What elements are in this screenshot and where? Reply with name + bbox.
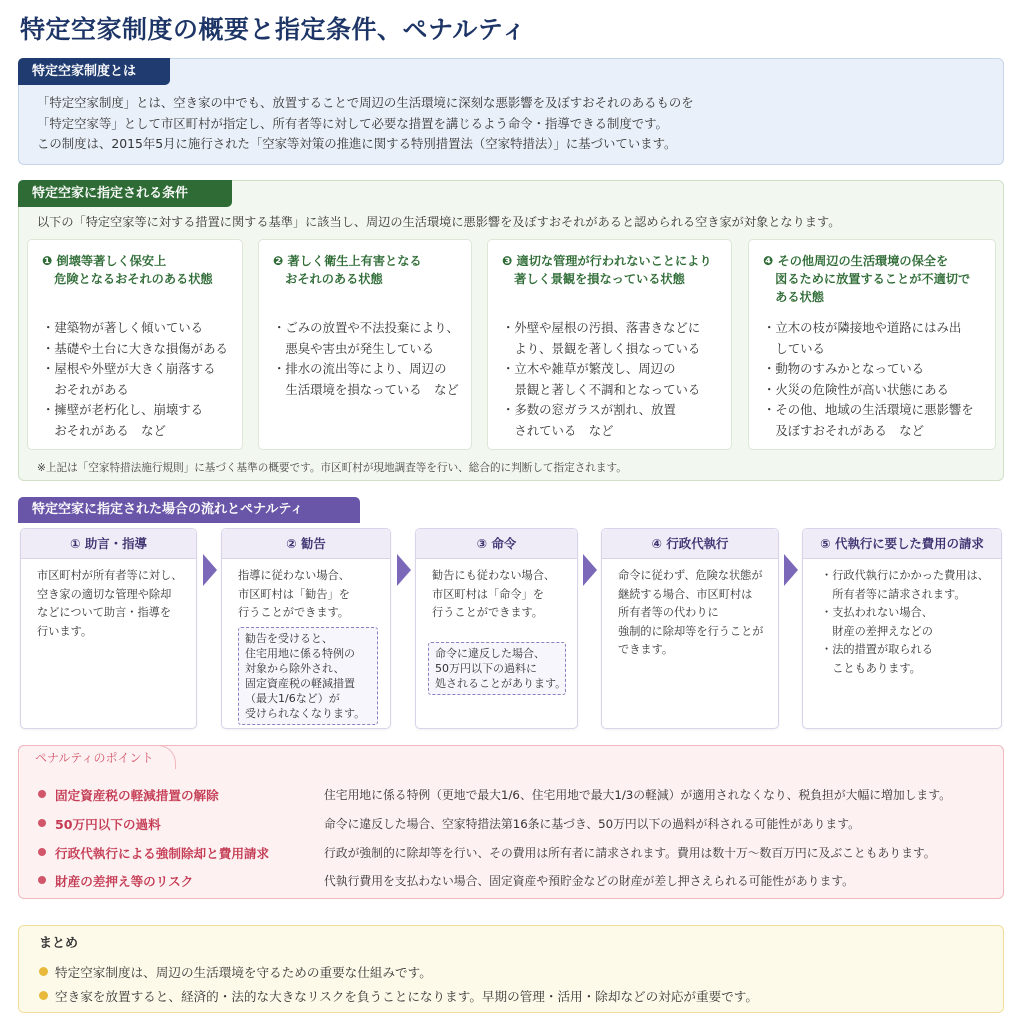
flow-line: 指導に従わない場合、 xyxy=(238,569,350,582)
summary-title: まとめ xyxy=(39,936,79,951)
condition-item: ・外壁や屋根の汚損、落書きなどに xyxy=(502,320,701,335)
condition-item: ・排水の流出等により、周辺の xyxy=(273,361,447,376)
condition-item: ・その他、地域の生活環境に悪影響を xyxy=(763,402,974,417)
condition-title-line: ある状態 xyxy=(763,290,824,304)
note-line: 勧告を受けると、 xyxy=(245,632,333,645)
condition-item: ・立木や雑草が繁茂し、周辺の xyxy=(502,361,676,376)
condition-item: 生活環境を損なっている など xyxy=(273,381,459,397)
flow-step-body xyxy=(21,559,196,641)
penalty-label: 財産の差押え等のリスク xyxy=(55,874,194,889)
condition-card-4 xyxy=(748,239,996,450)
bullet-icon xyxy=(39,967,48,976)
flow-arrow-icon xyxy=(397,554,411,586)
condition-title-line: ❸ 適切な管理が行われないことにより xyxy=(502,254,712,268)
bullet-icon xyxy=(38,848,46,856)
condition-item: ・建築物が著しく傾いている xyxy=(42,320,204,335)
bullet-icon xyxy=(38,819,46,827)
condition-list xyxy=(273,318,463,400)
flow-line: 行うことができます。 xyxy=(432,606,543,619)
condition-card-3 xyxy=(487,239,732,450)
conditions-note: ※上記は「空家特措法施行規則」に基づく基準の概要です。市区町村が現地調査等を行い、総合的に判断して指定されます。 xyxy=(37,462,627,474)
condition-item: 及ぼすおそれがある など xyxy=(763,422,925,438)
note-line: 処されることがあります。 xyxy=(435,677,567,690)
flow-step-body xyxy=(416,559,577,623)
flow-step-head: ② 勧告 xyxy=(222,529,390,559)
condition-title-line: ❶ 倒壊等著しく保安上 xyxy=(42,254,167,268)
condition-item: おそれがある xyxy=(42,381,129,397)
condition-card-1 xyxy=(27,239,243,450)
condition-item: ・火災の危険性が高い状態にある xyxy=(763,381,949,397)
note-line: 住宅用地に係る特例の xyxy=(245,647,355,660)
overview-body xyxy=(37,93,991,155)
flow-line: 行います。 xyxy=(37,624,93,638)
flow-step-body xyxy=(222,559,390,623)
condition-item: ・屋根や外壁が大きく崩落する xyxy=(42,361,216,376)
condition-item: している xyxy=(763,340,825,356)
flow-line: ・支払われない場合、 xyxy=(821,606,933,619)
recommendation-note-box xyxy=(238,627,378,725)
flow-tab: 特定空家に指定された場合の流れとペナルティ xyxy=(18,497,360,523)
note-line: （最大1/6など）が xyxy=(245,692,340,705)
summary-item xyxy=(37,984,997,1006)
condition-title-line: 危険となるおそれのある状態 xyxy=(42,272,213,286)
condition-title xyxy=(502,252,721,288)
flow-line: 行うことができます。 xyxy=(238,606,349,619)
penalty-label: 行政代執行による強制除却と費用請求 xyxy=(55,846,270,861)
bullet-icon xyxy=(38,790,46,798)
flow-arrow-icon xyxy=(583,554,597,586)
flow-step-3 xyxy=(415,528,578,729)
flow-step-5 xyxy=(802,528,1002,729)
overview-line: 「特定空家等」として市区町村が指定し、所有者等に対して必要な措置を講じるよう命令・指導できる制度です。 xyxy=(37,115,668,131)
flow-step-head: ⑤ 代執行に要した費用の請求 xyxy=(803,529,1001,559)
flow-line: 命令に従わず、危険な状態が xyxy=(618,569,763,582)
overview-section xyxy=(18,58,1004,165)
flow-step-body xyxy=(602,559,778,660)
flow-step-1 xyxy=(20,528,197,729)
overview-line: 「特定空家制度」とは、空き家の中でも、放置することで周辺の生活環境に深刻な悪影響を及ぼすおそれのあるものを xyxy=(37,95,694,110)
flow-line: 継続する場合、市区町村は xyxy=(618,587,753,601)
flow-line: 所有者等の代わりに xyxy=(618,606,719,619)
summary-text: 空き家を放置すると、経済的・法的な大きなリスクを負うことになります。早期の管理・活用・除却などの対応が重要です。 xyxy=(55,989,758,1004)
flow-line: こともあります。 xyxy=(821,661,921,675)
condition-item: 景観と著しく不調和となっている xyxy=(502,381,701,397)
flow-arrow-icon xyxy=(203,554,217,586)
condition-item: より、景観を著しく損なっている xyxy=(502,340,701,356)
flow-step-head: ④ 行政代執行 xyxy=(602,529,778,559)
conditions-intro: 以下の「特定空家等に対する措置に関する基準」に該当し、周辺の生活環境に悪影響を及ぼすおそれがあると認められる空き家が対象となります。 xyxy=(37,215,841,229)
condition-list xyxy=(42,318,234,441)
flow-line: ・行政代執行にかかった費用は、 xyxy=(821,569,989,582)
penalty-desc: 住宅用地に係る特例（更地で最大1/6、住宅用地で最大1/3の軽減）が適用されなくなり、税負担が大幅に増加します。 xyxy=(324,788,951,802)
order-note-box xyxy=(428,642,566,695)
penalty-label: 固定資産税の軽減措置の解除 xyxy=(55,788,219,803)
overview-tab: 特定空家制度とは xyxy=(18,58,170,85)
conditions-section xyxy=(18,180,1004,481)
condition-list xyxy=(763,318,987,441)
flow-step-2 xyxy=(221,528,391,729)
note-line: 固定資産税の軽減措置 xyxy=(245,677,355,690)
flow-step-body xyxy=(803,559,1001,678)
flow-step-head: ① 助言・指導 xyxy=(21,529,196,559)
penalty-row xyxy=(18,782,1004,806)
note-line: 命令に違反した場合、 xyxy=(435,647,545,660)
penalty-row xyxy=(18,811,1004,835)
condition-title xyxy=(763,252,985,306)
flow-line: 財産の差押えなどの xyxy=(821,624,933,638)
penalty-row xyxy=(18,840,1004,864)
flow-step-4 xyxy=(601,528,779,729)
summary-section xyxy=(18,925,1004,1013)
flow-line: 市区町村が所有者等に対し、 xyxy=(37,569,183,582)
condition-title xyxy=(42,252,232,288)
condition-card-2 xyxy=(258,239,472,450)
flow-line: 勧告にも従わない場合、 xyxy=(432,569,556,582)
penalty-desc: 行政が強制的に除却等を行い、その費用は所有者に請求されます。費用は数十万〜数百万円に及ぶこともあります。 xyxy=(324,846,936,860)
overview-line: この制度は、2015年5月に施行された「空家等対策の推進に関する特別措置法（空家特措法）」に基づいています。 xyxy=(37,136,677,151)
condition-title-line: ❹ その他周辺の生活環境の保全を xyxy=(763,254,949,268)
flow-line: 強制的に除却等を行うことが xyxy=(618,624,764,638)
penalty-desc: 命令に違反した場合、空家特措法第16条に基づき、50万円以下の過料が科される可能性があります。 xyxy=(324,817,860,831)
bullet-icon xyxy=(38,876,46,884)
summary-text: 特定空家制度は、周辺の生活環境を守るための重要な仕組みです。 xyxy=(55,965,432,980)
condition-title-line: おそれのある状態 xyxy=(273,272,383,286)
conditions-tab: 特定空家に指定される条件 xyxy=(18,180,232,207)
bullet-icon xyxy=(39,991,48,1000)
note-line: 50万円以下の過料に xyxy=(435,662,537,675)
condition-item: ・立木の枝が隣接地や道路にはみ出 xyxy=(763,320,962,335)
flow-line: 市区町村は「命令」を xyxy=(432,587,544,601)
flow-line: 空き家の適切な管理や除却 xyxy=(37,587,172,601)
flow-arrow-icon xyxy=(784,554,798,586)
flow-line: などについて助言・指導を xyxy=(37,606,172,619)
flow-step-head: ③ 命令 xyxy=(416,529,577,559)
condition-item: ・ごみの放置や不法投棄により、 xyxy=(273,320,459,335)
flow-line: 市区町村は「勧告」を xyxy=(238,587,350,601)
note-line: 受けられなくなります。 xyxy=(245,707,366,720)
condition-item: されている など xyxy=(502,422,614,438)
condition-item: おそれがある など xyxy=(42,422,166,438)
flow-line: 所有者等に請求されます。 xyxy=(821,587,966,601)
penalties-tab: ペナルティのポイント xyxy=(18,745,176,769)
condition-title-line: 図るために放置することが不適切で xyxy=(763,272,971,286)
condition-item: ・多数の窓ガラスが割れ、放置 xyxy=(502,402,676,417)
penalty-row xyxy=(18,868,1004,892)
flow-line: できます。 xyxy=(618,643,674,656)
condition-title xyxy=(273,252,461,288)
summary-item xyxy=(37,960,997,982)
flow-line: ・法的措置が取られる xyxy=(821,643,933,656)
condition-item: 悪臭や害虫が発生している xyxy=(273,340,435,356)
condition-item: ・擁壁が老朽化し、崩壊する xyxy=(42,402,204,417)
penalty-desc: 代執行費用を支払わない場合、固定資産や預貯金などの財産が差し押さえられる可能性があります。 xyxy=(324,874,854,888)
penalty-label: 50万円以下の過料 xyxy=(55,817,161,832)
condition-list xyxy=(502,318,723,441)
note-line: 対象から除外され、 xyxy=(245,662,345,675)
condition-item: ・基礎や土台に大きな損傷がある xyxy=(42,340,228,356)
condition-title-line: 著しく景観を損なっている状態 xyxy=(502,272,685,286)
condition-item: ・動物のすみかとなっている xyxy=(763,361,925,376)
condition-title-line: ❷ 著しく衛生上有害となる xyxy=(273,254,422,268)
page-title: 特定空家制度の概要と指定条件、ペナルティ xyxy=(20,15,527,44)
